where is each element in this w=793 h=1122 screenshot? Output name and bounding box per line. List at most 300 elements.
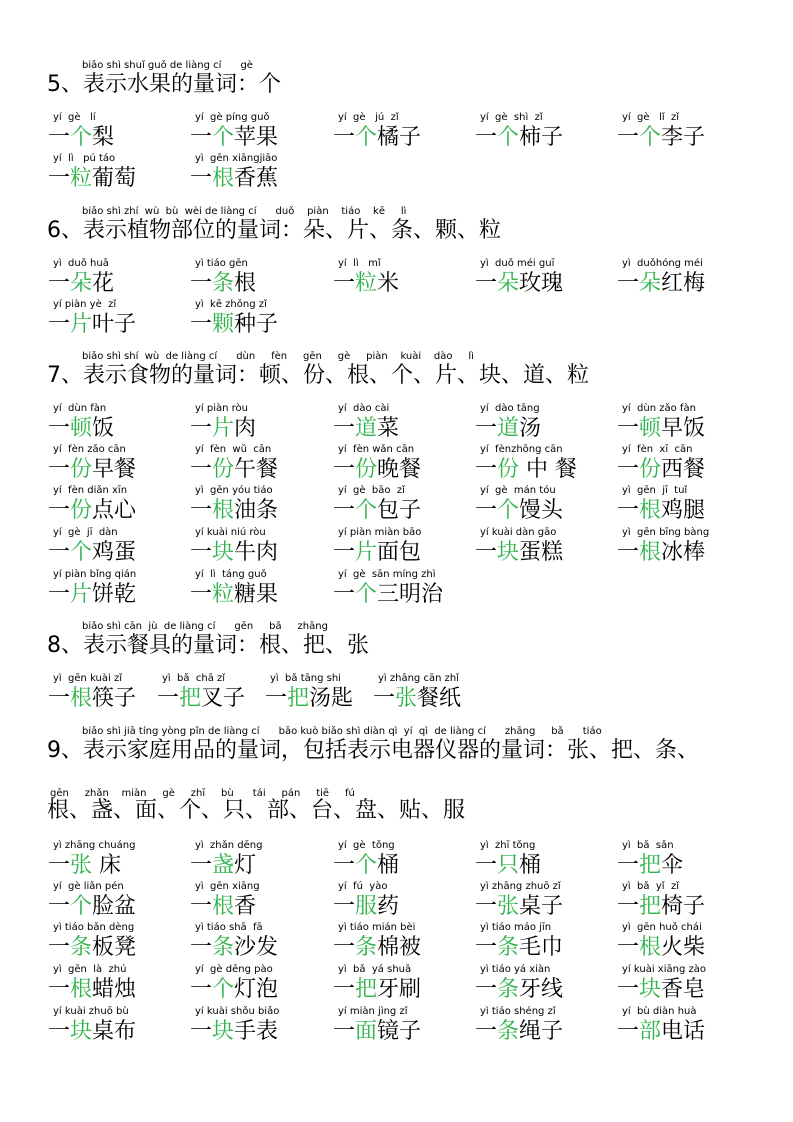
measure-word: 块 xyxy=(70,1019,93,1044)
phrase-text xyxy=(48,312,136,338)
noun: 西餐 xyxy=(661,457,706,482)
noun: 毛巾 xyxy=(519,935,564,960)
measure-word: 个 xyxy=(212,977,235,1002)
measure-word: 粒 xyxy=(212,582,235,607)
measure-word: 条 xyxy=(212,271,235,296)
measure-word: 根 xyxy=(639,935,662,960)
phrase-pinyin: yí fú yào xyxy=(338,881,388,892)
numeral-one: 一 xyxy=(190,894,213,919)
phrase-pinyin: yí gè píng guǒ xyxy=(195,112,270,123)
measure-word: 张 xyxy=(497,894,520,919)
phrase-pinyin: yì bǎ yǐ zǐ xyxy=(622,881,679,892)
numeral-one: 一 xyxy=(48,312,71,337)
phrase-text xyxy=(617,125,705,151)
phrase-text xyxy=(48,540,136,566)
phrase-text xyxy=(333,977,421,1003)
numeral-one: 一 xyxy=(475,498,498,523)
noun: 早饭 xyxy=(661,416,706,441)
measure-word: 根 xyxy=(212,166,235,191)
phrase-pinyin: yí fèn xī cān xyxy=(622,444,693,455)
noun: 李子 xyxy=(661,125,706,150)
phrase-text xyxy=(48,853,121,879)
phrase-text xyxy=(617,894,705,920)
noun: 灯泡 xyxy=(234,977,279,1002)
noun: 红梅 xyxy=(661,271,706,296)
measure-word: 份 xyxy=(497,457,520,482)
phrase-text xyxy=(190,271,256,297)
phrase-pinyin: yì zhǎn dēng xyxy=(195,840,263,851)
noun: 手表 xyxy=(234,1019,279,1044)
measure-word: 服 xyxy=(355,894,378,919)
phrase-text xyxy=(48,977,136,1003)
noun: 点心 xyxy=(92,498,137,523)
numeral-one: 一 xyxy=(48,1019,71,1044)
section-heading-line2: 根、盏、面、个、只、部、台、盘、贴、服 xyxy=(47,798,466,823)
noun: 面包 xyxy=(377,540,422,565)
measure-word: 条 xyxy=(497,1019,520,1044)
measure-word: 份 xyxy=(639,457,662,482)
phrase-text xyxy=(333,582,443,608)
numeral-one: 一 xyxy=(617,457,640,482)
numeral-one: 一 xyxy=(333,894,356,919)
phrase-pinyin: yí piàn ròu xyxy=(195,403,248,414)
numeral-one: 一 xyxy=(617,935,640,960)
measure-word: 条 xyxy=(497,935,520,960)
phrase-text xyxy=(190,935,278,961)
numeral-one: 一 xyxy=(190,935,213,960)
noun: 冰棒 xyxy=(661,540,706,565)
phrase-text xyxy=(475,977,563,1003)
noun: 花 xyxy=(92,271,115,296)
phrase-pinyin: yí dùn zǎo fàn xyxy=(622,403,696,414)
noun: 糖果 xyxy=(234,582,279,607)
heading-pinyin: biǎo shì shí wù de liàng cí dùn fèn gēn gè piàn kuài dào lì xyxy=(82,351,474,362)
phrase-pinyin: yí kuài zhuō bù xyxy=(53,1006,129,1017)
numeral-one: 一 xyxy=(265,686,288,711)
phrase-pinyin: yí gè jī dàn xyxy=(53,527,118,538)
phrase-pinyin: yì gēn jī tuǐ xyxy=(622,485,688,496)
phrase-text xyxy=(333,457,421,483)
measure-word: 部 xyxy=(639,1019,662,1044)
numeral-one: 一 xyxy=(48,894,71,919)
numeral-one: 一 xyxy=(333,935,356,960)
phrase-text xyxy=(333,1019,421,1045)
noun: 棉被 xyxy=(377,935,422,960)
numeral-one: 一 xyxy=(48,582,71,607)
numeral-one: 一 xyxy=(333,416,356,441)
numeral-one: 一 xyxy=(333,582,356,607)
phrase-pinyin: yí lì táng guǒ xyxy=(195,569,267,580)
measure-word: 条 xyxy=(70,935,93,960)
measure-word: 把 xyxy=(355,977,378,1002)
phrase-text xyxy=(617,271,705,297)
noun: 脸盆 xyxy=(92,894,137,919)
phrase-text xyxy=(475,853,541,879)
phrase-text xyxy=(333,271,399,297)
noun: 馒头 xyxy=(519,498,564,523)
phrase-text xyxy=(265,686,353,712)
noun: 香蕉 xyxy=(234,166,279,191)
section-heading: 7、表示食物的量词：顿、份、根、个、片、块、道、粒 xyxy=(47,363,589,388)
phrase-text xyxy=(190,582,278,608)
numeral-one: 一 xyxy=(190,416,213,441)
measure-word: 片 xyxy=(70,582,93,607)
noun: 牙线 xyxy=(519,977,564,1002)
numeral-one: 一 xyxy=(48,125,71,150)
phrase-pinyin: yì gēn huǒ chái xyxy=(622,922,702,933)
phrase-pinyin: yí kuài niú ròu xyxy=(195,527,266,538)
numeral-one: 一 xyxy=(617,1019,640,1044)
noun: 米 xyxy=(377,271,400,296)
numeral-one: 一 xyxy=(157,686,180,711)
measure-word: 个 xyxy=(212,125,235,150)
phrase-text xyxy=(333,125,421,151)
phrase-pinyin: yí gè mán tóu xyxy=(480,485,556,496)
phrase-text xyxy=(190,977,278,1003)
measure-word: 个 xyxy=(70,125,93,150)
phrase-pinyin: yì zhāng chuáng xyxy=(53,840,136,851)
phrase-text xyxy=(190,1019,278,1045)
numeral-one: 一 xyxy=(617,853,640,878)
measure-word: 片 xyxy=(212,416,235,441)
phrase-pinyin: yì zhāng cān zhǐ xyxy=(378,673,459,684)
numeral-one: 一 xyxy=(475,853,498,878)
measure-word: 个 xyxy=(355,498,378,523)
section-heading: 9、表示家庭用品的量词，包括表示电器仪器的量词：张、把、条、 xyxy=(47,738,699,763)
phrase-text xyxy=(617,935,705,961)
noun: 叶子 xyxy=(92,312,137,337)
phrase-text xyxy=(475,498,563,524)
numeral-one: 一 xyxy=(48,977,71,1002)
numeral-one: 一 xyxy=(333,1019,356,1044)
phrase-pinyin: yì duǒhóng méi xyxy=(622,258,703,269)
heading-pinyin-line2: gēn zhǎn miàn gè zhī bù tái pán tiē fú xyxy=(50,788,355,799)
numeral-one: 一 xyxy=(475,540,498,565)
measure-word: 只 xyxy=(497,853,520,878)
noun: 三明治 xyxy=(377,582,444,607)
phrase-text xyxy=(475,457,577,483)
measure-word: 把 xyxy=(639,894,662,919)
phrase-pinyin: yì tiáo shéng zǐ xyxy=(480,1006,556,1017)
measure-word: 片 xyxy=(70,312,93,337)
noun: 电话 xyxy=(661,1019,706,1044)
measure-word: 片 xyxy=(355,540,378,565)
noun: 苹果 xyxy=(234,125,279,150)
measure-word: 根 xyxy=(212,498,235,523)
phrase-pinyin: yí lì pú táo xyxy=(53,153,116,164)
noun: 桶 xyxy=(519,853,542,878)
phrase-pinyin: yí dào cài xyxy=(338,403,390,414)
noun: 板凳 xyxy=(92,935,137,960)
phrase-text xyxy=(333,853,399,879)
numeral-one: 一 xyxy=(475,125,498,150)
measure-word: 份 xyxy=(355,457,378,482)
noun: 肉 xyxy=(234,416,257,441)
phrase-pinyin: yì tiáo máo jīn xyxy=(480,922,552,933)
noun: 橘子 xyxy=(377,125,422,150)
section-heading: 6、表示植物部位的量词：朵、片、条、颗、粒 xyxy=(47,218,501,243)
phrase-pinyin: yí dùn fàn xyxy=(53,403,107,414)
phrase-text xyxy=(190,894,256,920)
phrase-pinyin: yí gè dēng pào xyxy=(195,964,273,975)
noun: 牙刷 xyxy=(377,977,422,1002)
measure-word: 个 xyxy=(497,125,520,150)
noun: 柿子 xyxy=(519,125,564,150)
measure-word: 根 xyxy=(70,977,93,1002)
phrase-pinyin: yì bǎ chā zǐ xyxy=(162,673,226,684)
noun: 饼乾 xyxy=(92,582,137,607)
measure-word: 个 xyxy=(355,853,378,878)
phrase-pinyin: yí fèn zǎo cān xyxy=(53,444,126,455)
measure-word: 个 xyxy=(70,540,93,565)
phrase-pinyin: yí gè tǒng xyxy=(338,840,395,851)
measure-word: 条 xyxy=(355,935,378,960)
phrase-text xyxy=(190,853,256,879)
phrase-pinyin: yí piàn yè zǐ xyxy=(53,299,117,310)
phrase-pinyin: yì tiáo shā fā xyxy=(195,922,263,933)
numeral-one: 一 xyxy=(190,166,213,191)
noun: 桶 xyxy=(377,853,400,878)
measure-word: 份 xyxy=(70,457,93,482)
phrase-pinyin: yí bù diàn huà xyxy=(622,1006,697,1017)
phrase-text xyxy=(190,416,256,442)
phrase-pinyin: yí fèn diǎn xīn xyxy=(53,485,128,496)
noun: 蛋糕 xyxy=(519,540,564,565)
noun: 包子 xyxy=(377,498,422,523)
noun: 葡萄 xyxy=(92,166,137,191)
noun: 午餐 xyxy=(234,457,279,482)
phrase-pinyin: yí fèn wǎn cān xyxy=(338,444,415,455)
phrase-pinyin: yí gè bāo zǐ xyxy=(338,485,405,496)
noun: 药 xyxy=(377,894,400,919)
numeral-one: 一 xyxy=(617,125,640,150)
numeral-one: 一 xyxy=(190,582,213,607)
numeral-one: 一 xyxy=(475,935,498,960)
phrase-text xyxy=(617,416,705,442)
phrase-text xyxy=(190,540,278,566)
numeral-one: 一 xyxy=(475,1019,498,1044)
phrase-text xyxy=(157,686,245,712)
section-heading: 8、表示餐具的量词：根、把、张 xyxy=(47,633,369,658)
numeral-one: 一 xyxy=(190,540,213,565)
phrase-pinyin: yí miàn jìng zǐ xyxy=(338,1006,408,1017)
phrase-text xyxy=(48,935,136,961)
phrase-text xyxy=(48,498,136,524)
measure-word: 颗 xyxy=(212,312,235,337)
noun: 伞 xyxy=(661,853,684,878)
phrase-pinyin: yí fèn wǔ cān xyxy=(195,444,272,455)
measure-word: 道 xyxy=(355,416,378,441)
numeral-one: 一 xyxy=(617,416,640,441)
heading-pinyin: biǎo shì zhí wù bù wèi de liàng cí duǒ piàn tiáo kē lì xyxy=(82,206,407,217)
numeral-one: 一 xyxy=(617,271,640,296)
phrase-text xyxy=(48,271,114,297)
phrase-pinyin: yí piàn miàn bāo xyxy=(338,527,422,538)
noun: 蜡烛 xyxy=(92,977,137,1002)
noun: 绳子 xyxy=(519,1019,564,1044)
phrase-text xyxy=(190,457,278,483)
phrase-text xyxy=(333,935,421,961)
measure-word: 条 xyxy=(497,977,520,1002)
noun: 玫瑰 xyxy=(519,271,564,296)
heading-pinyin: biǎo shì jiā tíng yòng pǐn de liàng cí bāo kuò biǎo shì diàn qì yí qì de liàng cí zhāng bǎ tiáo xyxy=(82,726,602,737)
phrase-pinyin: yí gè sān míng zhì xyxy=(338,569,436,580)
noun: 梨 xyxy=(92,125,115,150)
numeral-one: 一 xyxy=(617,977,640,1002)
phrase-pinyin: yì zhāng zhuō zǐ xyxy=(480,881,561,892)
phrase-text xyxy=(48,1019,136,1045)
measure-word: 个 xyxy=(355,125,378,150)
phrase-text xyxy=(617,498,705,524)
phrase-text xyxy=(617,853,683,879)
numeral-one: 一 xyxy=(373,686,396,711)
numeral-one: 一 xyxy=(190,312,213,337)
noun: 汤 xyxy=(519,416,542,441)
measure-word: 朵 xyxy=(639,271,662,296)
numeral-one: 一 xyxy=(617,894,640,919)
numeral-one: 一 xyxy=(190,1019,213,1044)
phrase-pinyin: yì tiáo mián bèi xyxy=(338,922,416,933)
numeral-one: 一 xyxy=(190,853,213,878)
measure-word: 顿 xyxy=(70,416,93,441)
measure-word: 个 xyxy=(497,498,520,523)
measure-word: 份 xyxy=(70,498,93,523)
phrase-pinyin: yì tiáo bǎn dèng xyxy=(53,922,135,933)
numeral-one: 一 xyxy=(475,457,498,482)
phrase-text xyxy=(48,166,136,192)
noun: 桌子 xyxy=(519,894,564,919)
numeral-one: 一 xyxy=(190,457,213,482)
numeral-one: 一 xyxy=(48,457,71,482)
noun: 香 xyxy=(234,894,257,919)
measure-word: 块 xyxy=(212,540,235,565)
numeral-one: 一 xyxy=(333,498,356,523)
phrase-text xyxy=(333,894,399,920)
phrase-text xyxy=(475,1019,563,1045)
phrase-pinyin: yí gè lí xyxy=(53,112,96,123)
numeral-one: 一 xyxy=(190,271,213,296)
phrase-pinyin: yí gè shì zǐ xyxy=(480,112,543,123)
phrase-text xyxy=(475,540,563,566)
noun: 火柴 xyxy=(661,935,706,960)
noun: 中 餐 xyxy=(519,457,578,482)
measure-word: 块 xyxy=(639,977,662,1002)
phrase-text xyxy=(333,416,399,442)
noun: 灯 xyxy=(234,853,257,878)
phrase-pinyin: yì gēn xiāng xyxy=(195,881,260,892)
phrase-text xyxy=(617,977,705,1003)
phrase-pinyin: yì gēn là zhú xyxy=(53,964,127,975)
measure-word: 块 xyxy=(497,540,520,565)
phrase-pinyin: yí gè jú zǐ xyxy=(338,112,399,123)
numeral-one: 一 xyxy=(48,498,71,523)
measure-word: 份 xyxy=(212,457,235,482)
phrase-text xyxy=(333,498,421,524)
measure-word: 把 xyxy=(639,853,662,878)
measure-word: 盏 xyxy=(212,853,235,878)
phrase-text xyxy=(617,540,705,566)
noun: 香皂 xyxy=(661,977,706,1002)
numeral-one: 一 xyxy=(475,271,498,296)
phrase-pinyin: yí kuài dàn gāo xyxy=(480,527,557,538)
phrase-text xyxy=(475,935,563,961)
measure-word: 个 xyxy=(70,894,93,919)
numeral-one: 一 xyxy=(333,125,356,150)
numeral-one: 一 xyxy=(48,416,71,441)
heading-pinyin: biǎo shì cān jù de liàng cí gēn bǎ zhāng xyxy=(82,621,328,632)
numeral-one: 一 xyxy=(190,977,213,1002)
noun: 椅子 xyxy=(661,894,706,919)
phrase-pinyin: yì zhī tǒng xyxy=(480,840,536,851)
phrase-text xyxy=(190,498,278,524)
measure-word: 张 xyxy=(70,853,93,878)
phrase-text xyxy=(333,540,421,566)
phrase-text xyxy=(475,271,563,297)
phrase-text xyxy=(48,894,136,920)
noun: 餐纸 xyxy=(417,686,462,711)
noun: 镜子 xyxy=(377,1019,422,1044)
phrase-pinyin: yì gēn bīng bàng xyxy=(622,527,710,538)
numeral-one: 一 xyxy=(333,457,356,482)
numeral-one: 一 xyxy=(190,125,213,150)
numeral-one: 一 xyxy=(48,540,71,565)
noun: 筷子 xyxy=(92,686,137,711)
noun: 饭 xyxy=(92,416,115,441)
noun: 根 xyxy=(234,271,257,296)
numeral-one: 一 xyxy=(48,853,71,878)
phrase-pinyin: yì duǒ huā xyxy=(53,258,109,269)
phrase-text xyxy=(617,457,705,483)
phrase-pinyin: yì bǎ tāng shi xyxy=(270,673,341,684)
phrase-pinyin: yì kē zhǒng zǐ xyxy=(195,299,267,310)
noun: 桌布 xyxy=(92,1019,137,1044)
phrase-pinyin: yí piàn bǐng qián xyxy=(53,569,137,580)
measure-word: 张 xyxy=(395,686,418,711)
measure-word: 朵 xyxy=(70,271,93,296)
measure-word: 根 xyxy=(212,894,235,919)
phrase-pinyin: yí lì mǐ xyxy=(338,258,381,269)
numeral-one: 一 xyxy=(475,977,498,1002)
numeral-one: 一 xyxy=(48,686,71,711)
phrase-text xyxy=(48,416,114,442)
measure-word: 根 xyxy=(639,540,662,565)
noun: 早餐 xyxy=(92,457,137,482)
measure-word: 面 xyxy=(355,1019,378,1044)
phrase-text xyxy=(190,125,278,151)
measure-word: 顿 xyxy=(639,416,662,441)
numeral-one: 一 xyxy=(333,540,356,565)
phrase-text xyxy=(190,312,278,338)
phrase-pinyin: yì bǎ sǎn xyxy=(622,840,674,851)
numeral-one: 一 xyxy=(48,271,71,296)
measure-word: 道 xyxy=(497,416,520,441)
phrase-pinyin: yì tiáo yá xiàn xyxy=(480,964,551,975)
phrase-pinyin: yì gēn xiāngjiāo xyxy=(195,153,278,164)
numeral-one: 一 xyxy=(617,498,640,523)
heading-pinyin: biǎo shì shuǐ guǒ de liàng cí gè xyxy=(82,60,253,71)
measure-word: 把 xyxy=(287,686,310,711)
phrase-pinyin: yì tiáo gēn xyxy=(195,258,248,269)
measure-word: 块 xyxy=(212,1019,235,1044)
phrase-pinyin: yì bǎ yá shuā xyxy=(338,964,412,975)
noun: 鸡腿 xyxy=(661,498,706,523)
phrase-pinyin: yì duǒ méi guī xyxy=(480,258,555,269)
measure-word: 个 xyxy=(355,582,378,607)
phrase-pinyin: yí kuài shǒu biǎo xyxy=(195,1006,280,1017)
numeral-one: 一 xyxy=(333,853,356,878)
phrase-text xyxy=(475,894,563,920)
phrase-pinyin: yì gēn kuài zǐ xyxy=(53,673,123,684)
